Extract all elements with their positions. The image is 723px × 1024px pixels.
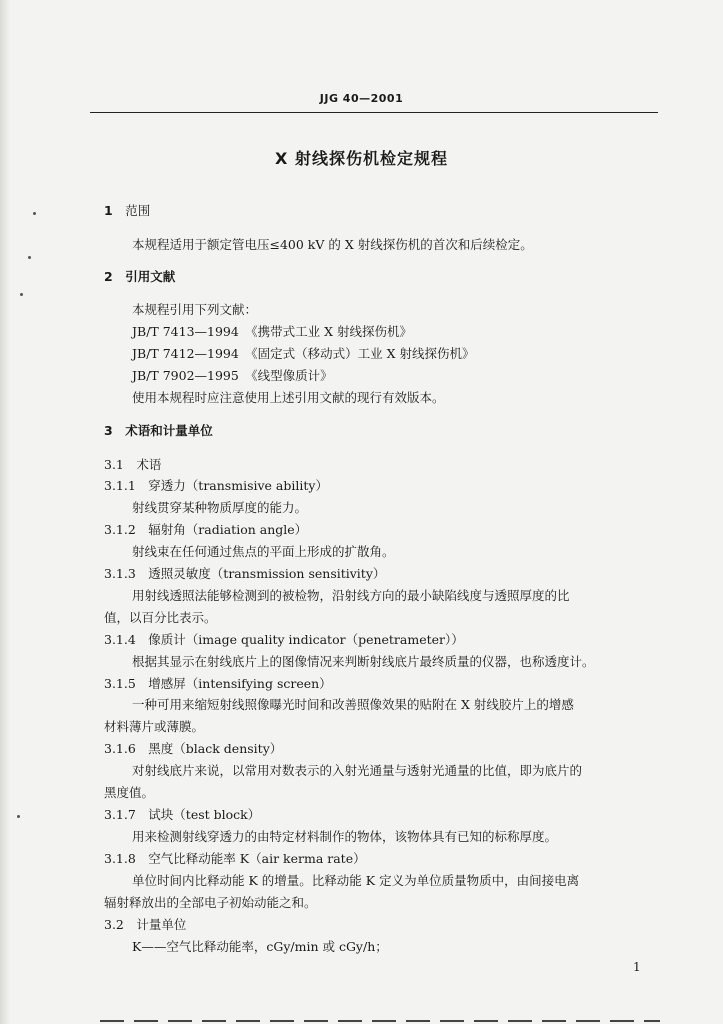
term-3-1-8-heading: 3.1.8 空气比释动能率 K（air kerma rate） [104, 851, 366, 866]
section-1-text: 本规程适用于额定管电压≤400 kV 的 X 射线探伤机的首次和后续检定。 [132, 237, 533, 252]
term-3-1-5-body-cont: 材料薄片或薄膜。 [104, 719, 205, 734]
term-3-1-2-body: 射线束在任何通过焦点的平面上形成的扩散角。 [132, 544, 395, 559]
reference-item: JB/T 7412—1994 《固定式（移动式）工业 X 射线探伤机》 [132, 346, 475, 361]
standard-code: JJG 40—2001 [319, 92, 404, 105]
term-3-1-4-heading: 3.1.4 像质计（image quality indicator（penetrameter）） [104, 632, 464, 647]
page-number: 1 [633, 960, 641, 974]
term-3-1-6-body: 对射线底片来说，以常用对数表示的入射光通量与透射光通量的比值，即为底片的 [132, 763, 583, 778]
term-3-1-7-heading: 3.1.7 试块（test block） [104, 807, 261, 822]
section-number: 3 [104, 423, 113, 438]
term-3-1-5-body: 一种可用来缩短射线照像曝光时间和改善照像效果的贴附在 X 射线胶片上的增感 [132, 697, 574, 712]
references-note: 使用本规程时应注意使用上述引用文献的现行有效版本。 [132, 390, 445, 405]
section-title: 术语和计量单位 [125, 423, 213, 438]
section-3-heading [104, 423, 213, 439]
section-number: 2 [104, 269, 113, 284]
references-intro: 本规程引用下列文献： [132, 302, 258, 317]
term-3-1-8-body: 单位时间内比释动能 K 的增量。比释动能 K 定义为单位质量物质中，由间接电离 [132, 873, 580, 888]
section-2-heading [104, 269, 175, 285]
term-3-1-2-heading: 3.1.2 辐射角（radiation angle） [104, 522, 308, 537]
term-3-1-5-heading: 3.1.5 增感屏（intensifying screen） [104, 676, 332, 691]
subsection-3-1: 3.1 术语 [104, 457, 162, 472]
section-1-heading [104, 203, 150, 219]
term-3-1-7-body: 用来检测射线穿透力的由特定材料制作的物体，该物体具有已知的标称厚度。 [132, 829, 558, 844]
term-3-1-1-heading: 3.1.1 穿透力（transmisive ability） [104, 478, 328, 493]
section-title: 范围 [125, 203, 151, 218]
header-rule [90, 112, 658, 113]
term-3-1-3-body: 用射线透照法能够检测到的被检物，沿射线方向的最小缺陷线度与透照厚度的比 [132, 588, 570, 603]
term-3-1-1-body: 射线贯穿某种物质厚度的能力。 [132, 500, 308, 515]
footer-scan-rule [100, 1020, 660, 1022]
unit-definition: K——空气比释动能率，cGy/min 或 cGy/h； [132, 939, 388, 954]
term-3-1-3-body-cont: 值，以百分比表示。 [104, 610, 217, 625]
term-3-1-8-body-cont: 辐射释放出的全部电子初始动能之和。 [104, 895, 317, 910]
section-number: 1 [104, 203, 113, 218]
page-title: X 射线探伤机检定规程 [275, 149, 448, 168]
term-3-1-3-heading: 3.1.3 透照灵敏度（transmission sensitivity） [104, 566, 386, 581]
reference-item: JB/T 7902—1995 《线型像质计》 [132, 368, 333, 383]
term-3-1-6-body-cont: 黑度值。 [104, 785, 155, 800]
term-3-1-4-body: 根据其显示在射线底片上的图像情况来判断射线底片最终质量的仪器，也称透度计。 [132, 654, 595, 669]
section-title: 引用文献 [125, 269, 176, 284]
reference-item: JB/T 7413—1994 《携带式工业 X 射线探伤机》 [132, 324, 412, 339]
term-3-1-6-heading: 3.1.6 黑度（black density） [104, 741, 283, 756]
subsection-3-2: 3.2 计量单位 [104, 917, 187, 932]
